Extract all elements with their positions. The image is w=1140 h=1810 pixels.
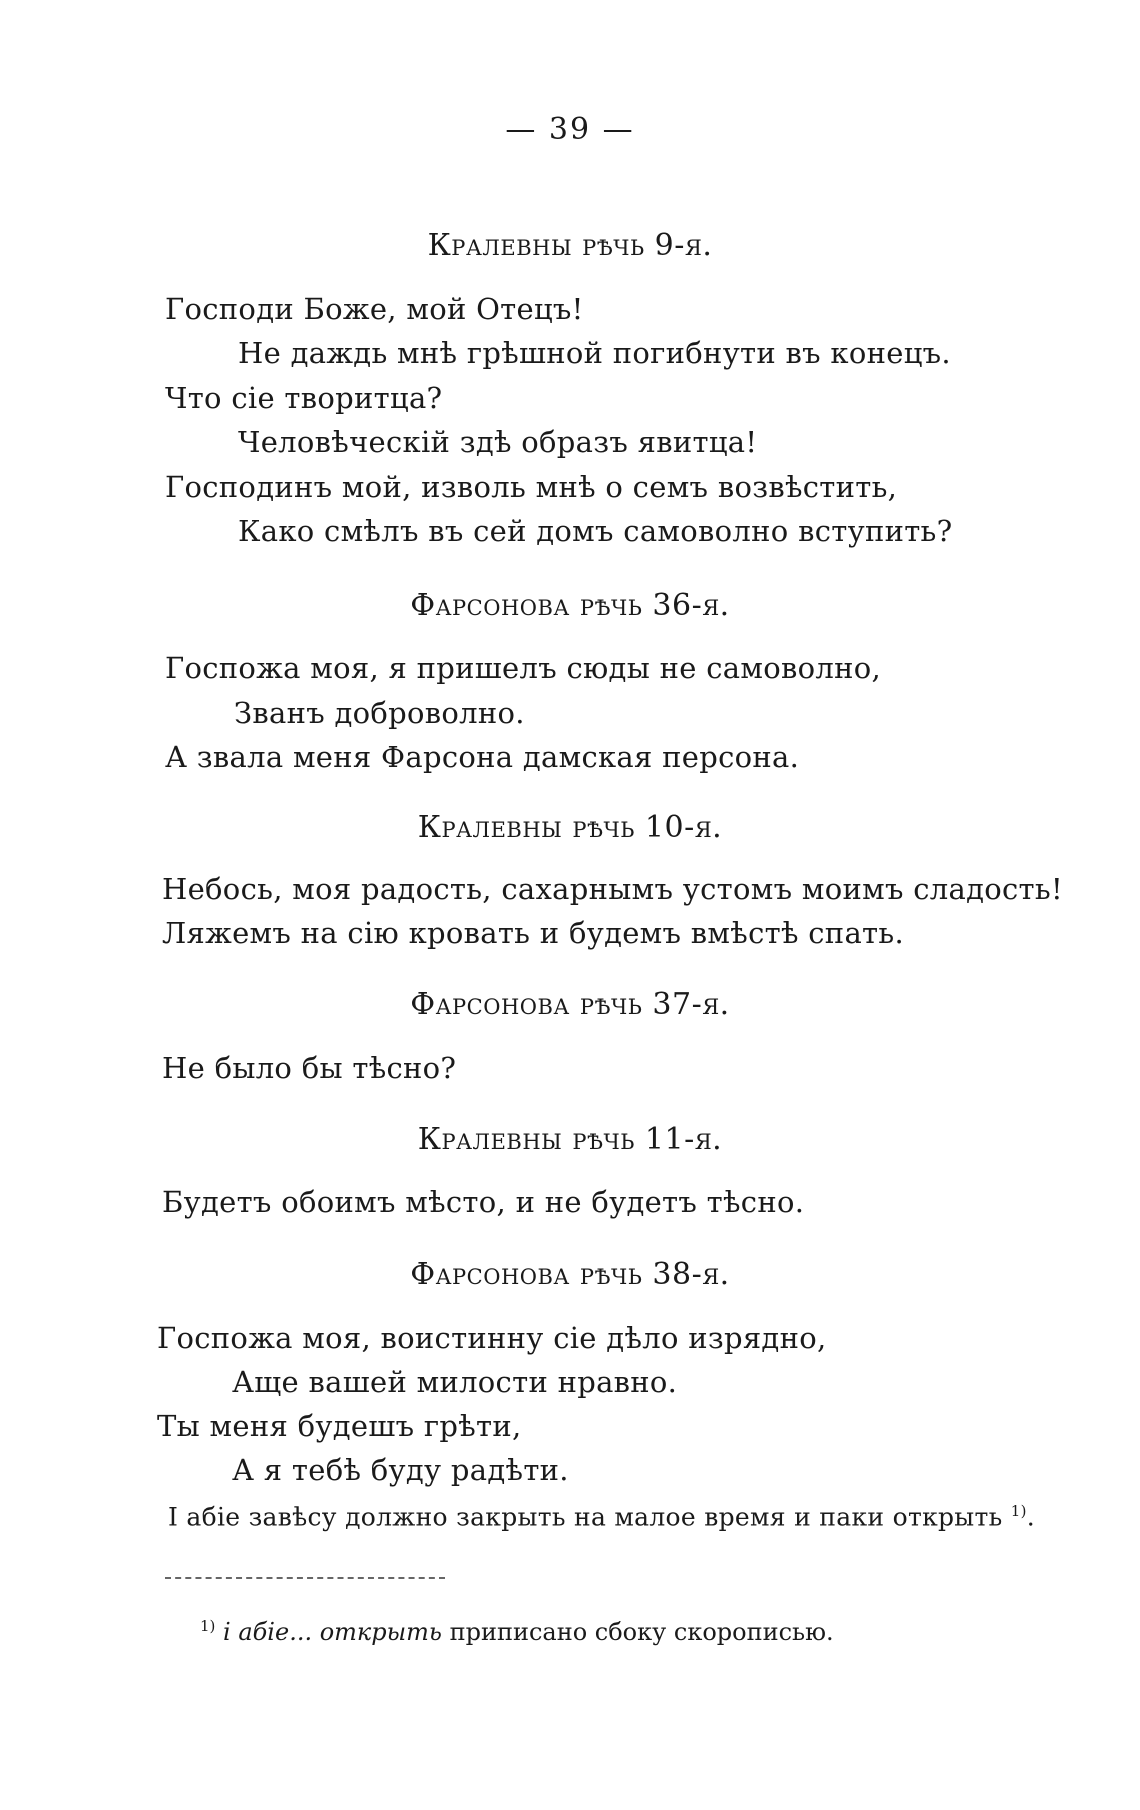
footnote-reference: 1) [1010, 1502, 1027, 1520]
verse-line: Что сіе творитца? [165, 381, 443, 415]
stage-direction-text: І абіе завѣсу должно закрыть на малое время и паки открыть [168, 1502, 1003, 1532]
verse-line: Господинъ мой, изволь мнѣ о семъ возвѣстить, [165, 470, 898, 504]
verse-line: Госпожа моя, воистинну сіе дѣло изрядно, [157, 1321, 827, 1355]
speech-heading: Фарсонова рѣчь 38-я. [410, 1257, 730, 1292]
verse-line: Ляжемъ на сію кровать и будемъ вмѣстѣ спать. [162, 916, 904, 950]
verse-line: Будетъ обоимъ мѣсто, и не будетъ тѣсно. [162, 1185, 805, 1219]
footnote-separator [165, 1577, 445, 1579]
verse-line: Госпожа моя, я пришелъ сюды не самоволно, [165, 651, 881, 685]
verse-line: Званъ доброволно. [234, 696, 525, 730]
speech-heading: Фарсонова рѣчь 37-я. [410, 987, 730, 1022]
page-number: — 39 — [505, 112, 635, 147]
footnote-text: приписано сбоку скорописью. [441, 1618, 834, 1646]
verse-line: Не было бы тѣсно? [162, 1051, 457, 1085]
footnote-quoted-text: і абіе... открыть [223, 1618, 442, 1646]
verse-line: Не даждь мнѣ грѣшной погибнути въ конецъ. [238, 336, 951, 370]
verse-line: Како смѣлъ въ сей домъ самоволно вступить? [238, 514, 953, 548]
stage-direction-end: . [1026, 1502, 1036, 1532]
stage-direction [168, 1502, 1035, 1531]
verse-line: Аще вашей милости нравно. [232, 1365, 678, 1399]
verse-line: Ты меня будешъ грѣти, [157, 1409, 522, 1443]
verse-line: А звала меня Фарсона дамская персона. [165, 740, 800, 774]
verse-line: Человѣческій здѣ образъ явитца! [238, 425, 758, 459]
footnote [200, 1617, 834, 1646]
verse-line: Небось, моя радость, сахарнымъ устомъ моимъ сладость! [162, 872, 1063, 906]
footnote-mark: 1) [200, 1617, 216, 1635]
speech-heading: Кралевны рѣчь 10-я. [417, 810, 723, 845]
speech-heading: Фарсонова рѣчь 36-я. [410, 588, 730, 623]
verse-line: Господи Боже, мой Отецъ! [165, 292, 584, 326]
speech-heading: Кралевны рѣчь 11-я. [417, 1122, 723, 1157]
speech-heading: Кралевны рѣчь 9-я. [427, 228, 713, 263]
verse-line: А я тебѣ буду радѣти. [232, 1453, 569, 1487]
